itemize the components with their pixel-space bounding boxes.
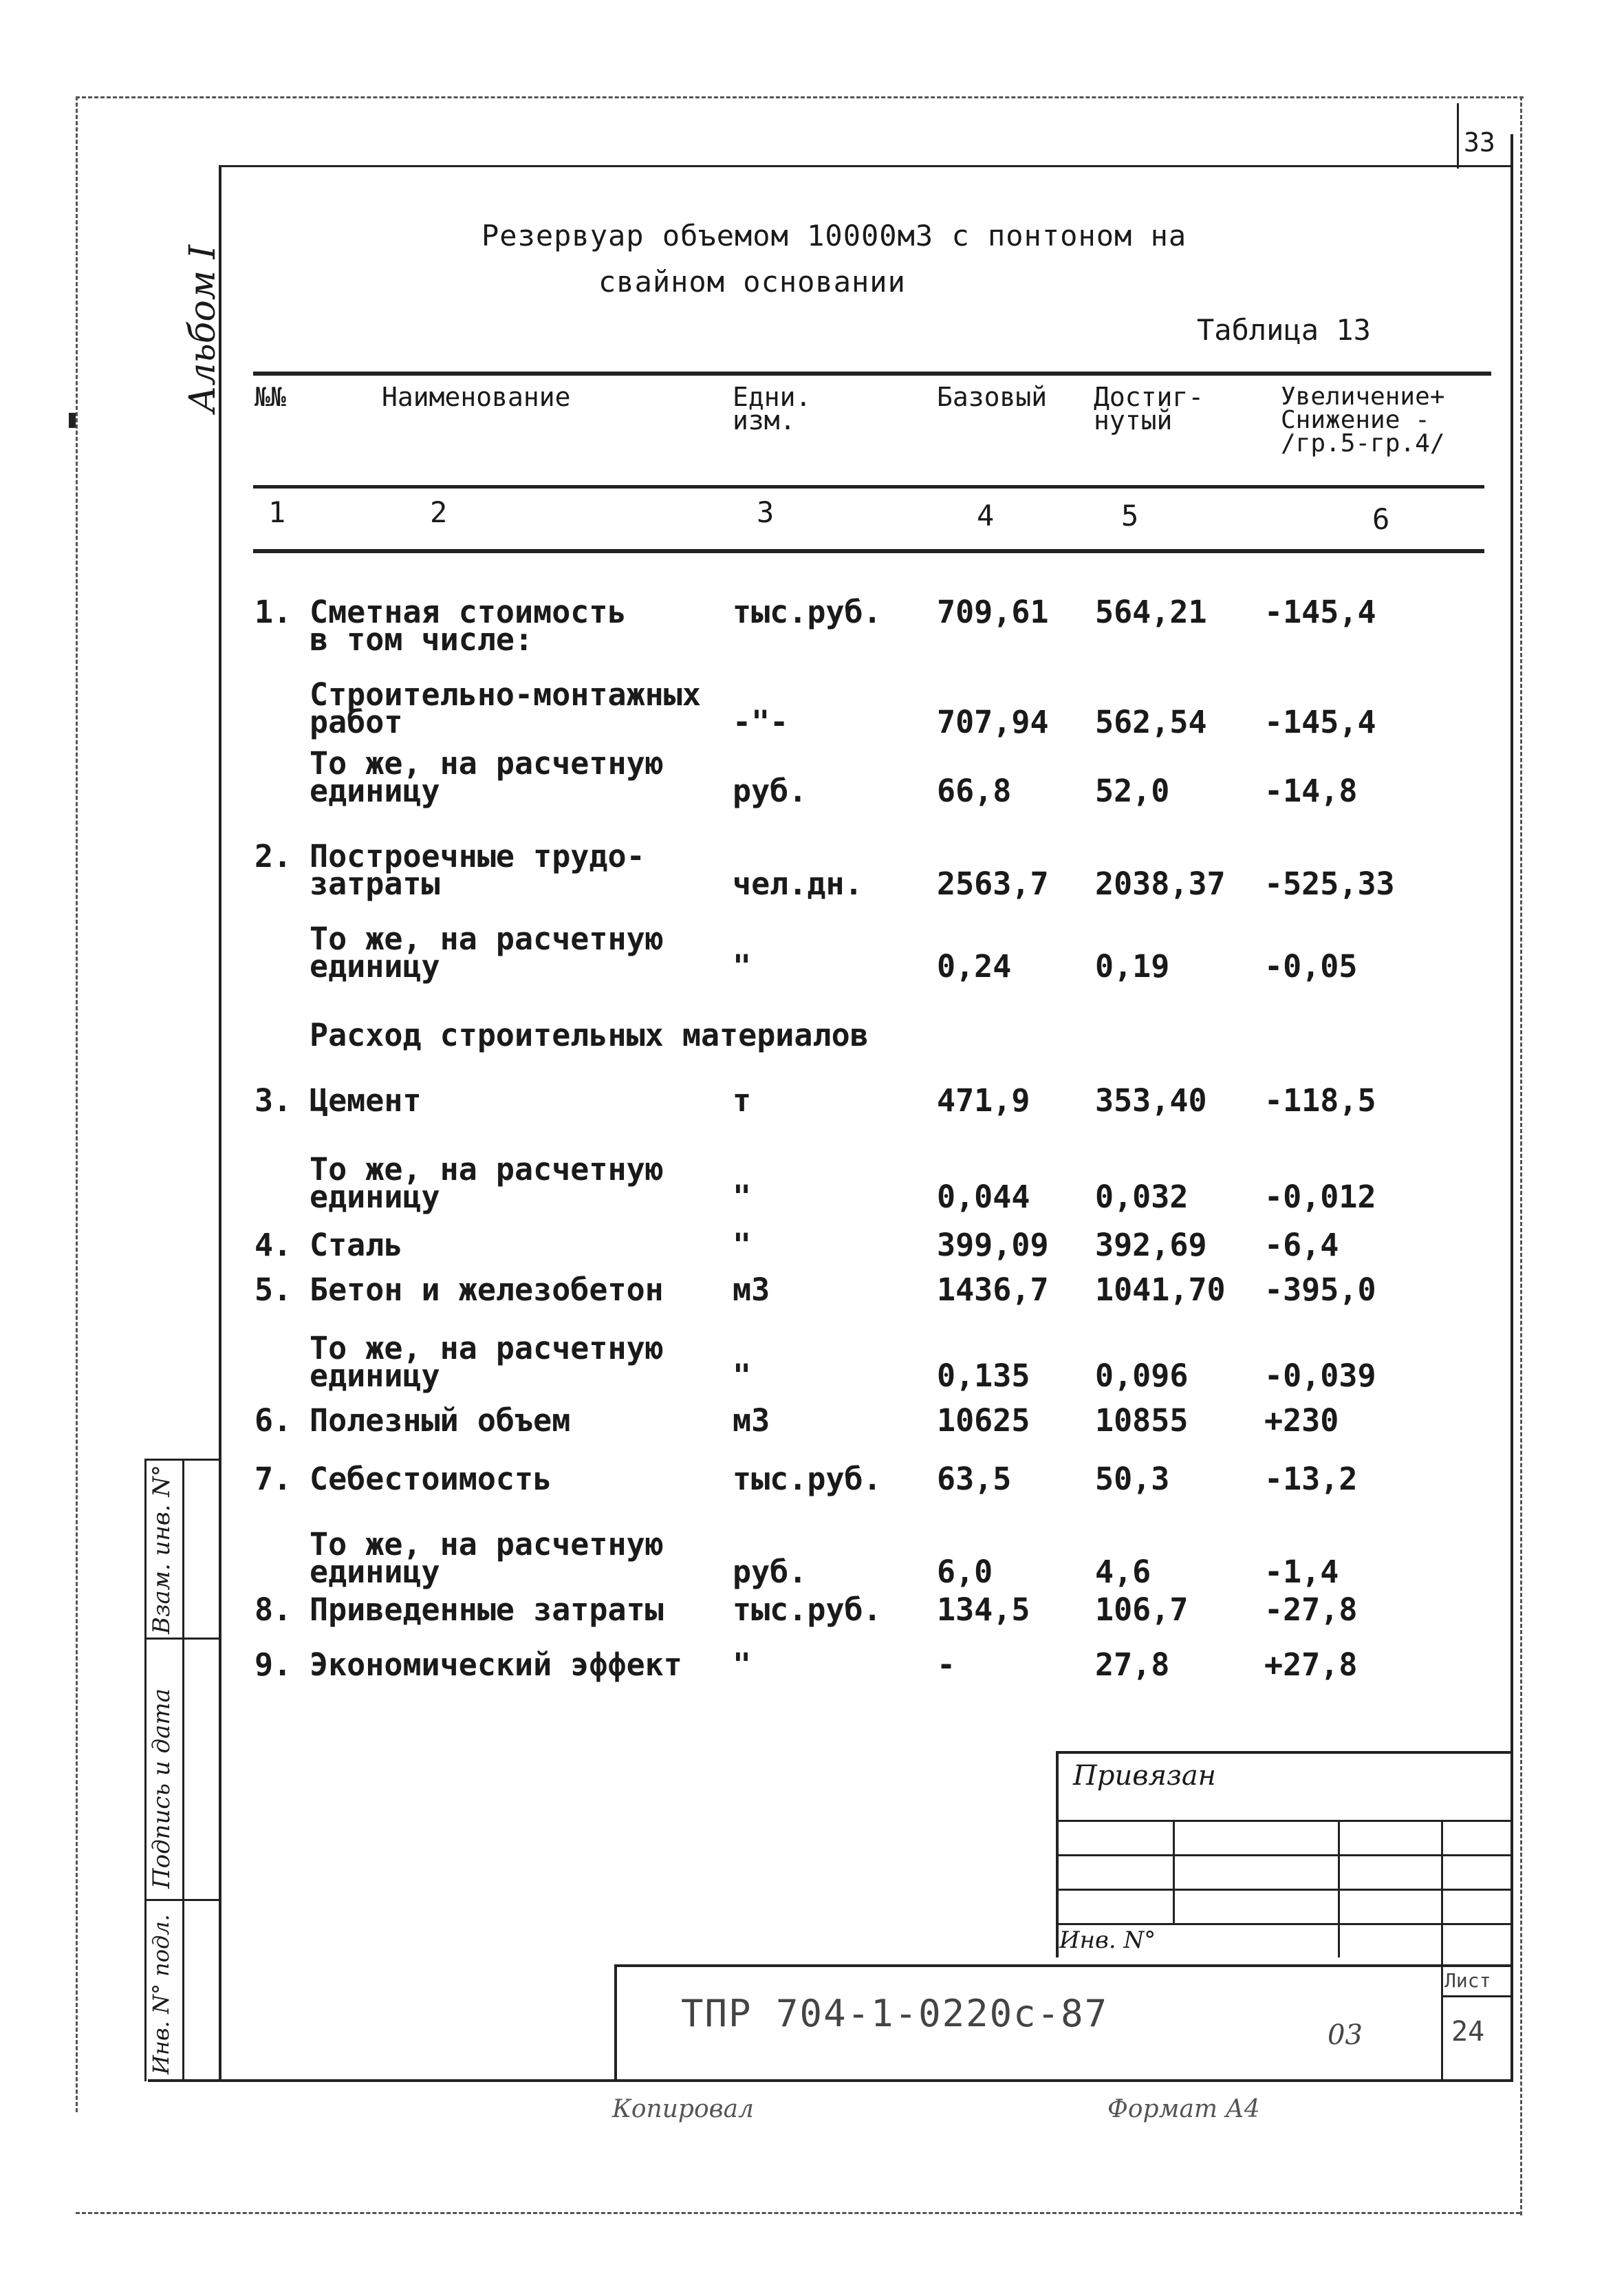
cell-name-line-1: Полезный объем — [310, 1402, 571, 1439]
cell-name-line-1: То же, на расчетную — [310, 1151, 664, 1188]
cell-name-line-2: единицу — [310, 1357, 440, 1394]
cell-unit: " — [733, 1179, 752, 1215]
col-header-base: Базовый — [937, 382, 1048, 412]
col-number-4: 4 — [977, 499, 995, 533]
frame-bottom-dashed — [76, 2212, 1520, 2214]
cell-change: -395,0 — [1264, 1271, 1376, 1308]
cell-base: 0,135 — [937, 1357, 1030, 1394]
cell-unit: " — [733, 1357, 752, 1394]
cell-reached: 50,3 — [1095, 1461, 1170, 1497]
col-header-num: №№ — [255, 382, 286, 412]
cell-unit: " — [733, 948, 752, 985]
col-header-reached-1: Достиг- — [1094, 382, 1204, 412]
cell-unit: " — [733, 1227, 752, 1263]
cell-base: 134,5 — [937, 1591, 1030, 1628]
frame-top-dashed — [76, 96, 1524, 98]
col-header-change-2: Снижение - — [1281, 406, 1430, 434]
side-stamp-row-1 — [144, 1638, 220, 1640]
footer-copied: Копировал — [612, 2095, 754, 2123]
header-rule-bottom — [253, 549, 1484, 553]
frame-right-dashed — [1520, 96, 1522, 2215]
col-header-name: Наименование — [382, 382, 571, 412]
cell-name-line-1: Строительно-монтажных — [310, 676, 701, 713]
cell-name-line-1: Бетон и железобетон — [310, 1271, 664, 1308]
cell-reached: 1041,70 — [1095, 1271, 1226, 1308]
cell-unit: м3 — [733, 1271, 770, 1308]
cell-base: 10625 — [937, 1402, 1030, 1439]
document-code: ТПР 704-1-0220с-87 — [681, 1992, 1109, 2035]
cell-num: 5. — [255, 1271, 292, 1308]
cell-unit: т — [733, 1082, 752, 1119]
sheet-number: 24 — [1451, 2016, 1485, 2048]
cell-unit: -"- — [733, 704, 789, 740]
cell-change: +230 — [1264, 1402, 1339, 1439]
side-label-inv-podl: Инв. N° подл. — [148, 1914, 174, 2074]
cell-unit: м3 — [733, 1402, 770, 1439]
cell-base: 0,24 — [937, 948, 1012, 985]
cell-num: 2. — [255, 838, 292, 874]
cell-reached: 562,54 — [1095, 704, 1207, 740]
col-number-2: 2 — [430, 495, 448, 529]
cell-reached: 4,6 — [1095, 1554, 1151, 1590]
cell-base: 63,5 — [937, 1461, 1012, 1497]
cell-name-line-1: Экономический эффект — [310, 1646, 682, 1683]
cell-name-line-1: То же, на расчетную — [310, 921, 664, 957]
cell-unit: " — [733, 1646, 752, 1683]
cell-num: 1. — [255, 594, 292, 630]
cell-change: -13,2 — [1264, 1461, 1358, 1497]
side-stamp-top — [144, 1459, 220, 1461]
cell-name-line-1: То же, на расчетную — [310, 1330, 664, 1366]
cell-base: 709,61 — [937, 594, 1049, 630]
cell-reached: 0,032 — [1095, 1179, 1189, 1215]
cell-unit: чел.дн. — [733, 866, 863, 902]
cell-base: 471,9 — [937, 1082, 1030, 1119]
stamp-col-2 — [1338, 1820, 1340, 1957]
cell-reached: 52,0 — [1095, 773, 1170, 809]
footer-format: Формат А4 — [1107, 2095, 1260, 2123]
code-box-sheet-rule — [1441, 1995, 1512, 1997]
cell-unit: тыс.руб. — [733, 1461, 882, 1497]
cell-num: 4. — [255, 1227, 292, 1263]
cell-num: 6. — [255, 1402, 292, 1439]
stamp-col-3 — [1441, 1820, 1443, 2081]
cell-reached: 106,7 — [1095, 1591, 1189, 1628]
cell-name-line-2: единицу — [310, 773, 440, 809]
sheet-column: 03 — [1328, 2019, 1363, 2051]
side-label-vzam: Взам. инв. N° — [148, 1464, 175, 1634]
cell-base: 0,044 — [937, 1179, 1030, 1215]
col-header-unit-1: Едни. — [733, 382, 812, 412]
frame-left-dashed — [76, 96, 78, 2112]
cell-reached: 27,8 — [1095, 1646, 1170, 1683]
col-header-unit-2: изм. — [733, 405, 796, 436]
col-number-5: 5 — [1121, 499, 1139, 533]
cell-change: +27,8 — [1264, 1646, 1358, 1683]
cell-base: 399,09 — [937, 1227, 1049, 1263]
cell-change: -0,012 — [1264, 1179, 1376, 1215]
inner-frame-bottom — [148, 2079, 1513, 2082]
stamp-col-1 — [1173, 1820, 1175, 1923]
col-header-change-1: Увеличение+ — [1281, 383, 1445, 411]
stamp-attached: Привязан — [1073, 1760, 1217, 1792]
cell-name-line-1: Расход строительных материалов — [310, 1017, 869, 1053]
col-header-reached-2: нутый — [1094, 405, 1173, 436]
table-label: Таблица 13 — [1197, 313, 1371, 347]
cell-unit: тыс.руб. — [733, 594, 882, 630]
cell-reached: 353,40 — [1095, 1082, 1207, 1119]
stamp-top — [1056, 1751, 1511, 1754]
title-line-2: свайном основании — [598, 265, 906, 299]
cell-name-line-2: единицу — [310, 948, 440, 985]
cell-num: 3. — [255, 1082, 292, 1119]
side-stamp-left — [144, 1459, 147, 2081]
cell-name-line-1: Цемент — [310, 1082, 422, 1119]
col-number-3: 3 — [757, 495, 775, 529]
col-number-6: 6 — [1372, 502, 1390, 536]
cell-change: -14,8 — [1264, 773, 1358, 809]
cell-change: -0,05 — [1264, 948, 1358, 985]
cell-unit: тыс.руб. — [733, 1591, 882, 1628]
cell-name-line-1: Сталь — [310, 1227, 403, 1263]
code-box-left — [614, 1964, 617, 2081]
cell-unit: руб. — [733, 1554, 808, 1590]
cell-change: -525,33 — [1264, 866, 1395, 902]
cell-num: 8. — [255, 1591, 292, 1628]
cell-name-line-1: То же, на расчетную — [310, 745, 664, 782]
side-label-podpis: Подпись и дата — [148, 1688, 175, 1889]
header-rule-middle — [253, 485, 1484, 489]
cell-name-line-2: работ — [310, 704, 403, 740]
cell-change: -118,5 — [1264, 1082, 1376, 1119]
cell-name-line-1: Приведенные затраты — [310, 1591, 664, 1628]
cell-num: 9. — [255, 1646, 292, 1683]
cell-reached: 0,096 — [1095, 1357, 1189, 1394]
cell-base: 6,0 — [937, 1554, 993, 1590]
cell-change: -1,4 — [1264, 1554, 1339, 1590]
cell-name-line-2: единицу — [310, 1554, 440, 1590]
cell-name-line-2: затраты — [310, 866, 440, 902]
col-header-change-3: /гр.5-гр.4/ — [1281, 429, 1445, 458]
cell-change: -145,4 — [1264, 594, 1376, 630]
inner-frame-right — [1511, 134, 1513, 2081]
cell-base: - — [937, 1646, 956, 1683]
cell-name-line-2: в том числе: — [310, 621, 534, 658]
cell-reached: 564,21 — [1095, 594, 1207, 630]
cell-change: -27,8 — [1264, 1591, 1358, 1628]
inner-frame-left — [219, 165, 221, 2081]
album-label: Альбом I — [182, 244, 224, 413]
side-stamp-mid — [182, 1459, 184, 2081]
cell-name-line-1: Себестоимость — [310, 1461, 552, 1497]
punch-mark — [69, 413, 76, 428]
cell-change: -6,4 — [1264, 1227, 1339, 1263]
page-number: 33 — [1464, 127, 1495, 158]
header-rule-top — [253, 372, 1491, 376]
stamp-inv-no: Инв. N° — [1059, 1926, 1156, 1954]
cell-change: -0,039 — [1264, 1357, 1376, 1394]
cell-base: 1436,7 — [937, 1271, 1049, 1308]
sheet-label: Лист — [1444, 1969, 1491, 1992]
cell-change: -145,4 — [1264, 704, 1376, 740]
cell-reached: 0,19 — [1095, 948, 1170, 985]
cell-base: 707,94 — [937, 704, 1049, 740]
cell-name-line-1: То же, на расчетную — [310, 1526, 664, 1563]
cell-name-line-2: единицу — [310, 1179, 440, 1215]
side-stamp-row-2 — [144, 1899, 220, 1901]
cell-num: 7. — [255, 1461, 292, 1497]
col-number-1: 1 — [268, 495, 286, 529]
page-number-box-left — [1457, 103, 1459, 169]
title-line-1: Резервуар объемом 10000м3 с понтоном на — [481, 219, 1187, 253]
cell-base: 66,8 — [937, 773, 1012, 809]
cell-reached: 392,69 — [1095, 1227, 1207, 1263]
cell-name-line-1: Построечные трудо- — [310, 838, 645, 874]
code-box-top — [614, 1964, 1512, 1967]
cell-name-line-1: Сметная стоимость — [310, 594, 627, 630]
inner-frame-top — [219, 165, 1512, 167]
cell-base: 2563,7 — [937, 866, 1049, 902]
cell-unit: руб. — [733, 773, 808, 809]
cell-reached: 10855 — [1095, 1402, 1189, 1439]
cell-reached: 2038,37 — [1095, 866, 1226, 902]
